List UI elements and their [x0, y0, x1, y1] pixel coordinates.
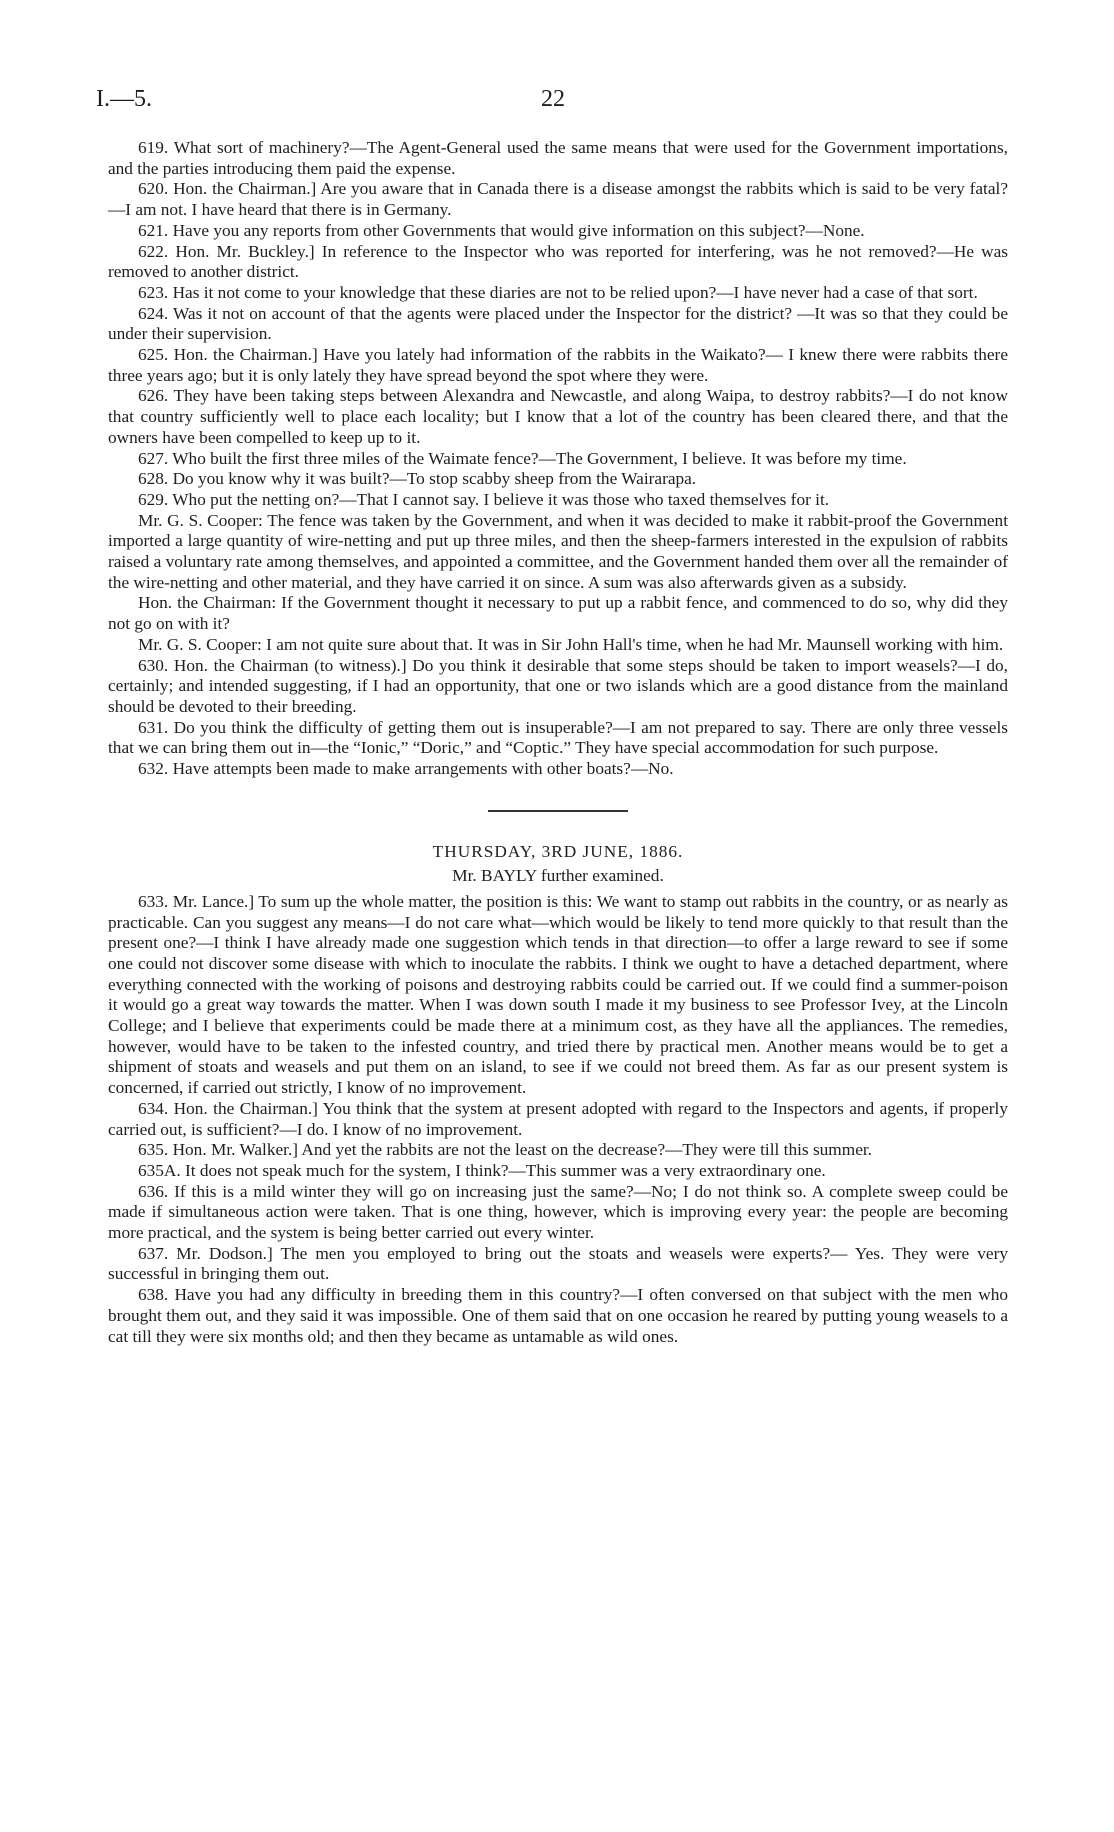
paragraph-620: 620. Hon. the Chairman.] Are you aware that in Canada there is a disease amongst the rabbits which is said to be very fatal?—I am not. I have heard that there is in Germany.: [108, 179, 1008, 220]
section-divider: [488, 810, 628, 812]
section-subtitle: Mr. BAYLY further examined.: [452, 865, 664, 885]
paragraph-635: 635. Hon. Mr. Walker.] And yet the rabbits are not the least on the decrease?—They were till this summer.: [138, 1140, 872, 1160]
page-number: 22: [541, 86, 565, 112]
paragraph-638: 638. Have you had any difficulty in breeding them in this country?—I often conversed on that subject with the men who brought them out, and they said it was impossible. One of them said that on one occasion he reared by putting young weasels to a cat till they were six months old; and then they became as untamable as wild ones.: [108, 1285, 1008, 1346]
section-date-heading: THURSDAY, 3RD JUNE, 1886.: [432, 841, 684, 861]
paragraph-626: 626. They have been taking steps between Alexandra and Newcastle, and along Waipa, to destroy rabbits?—I do not know that country sufficiently well to place each locality; but I know that a lot of the country has been cleared there, and that the owners have been compelled to keep up to it.: [108, 386, 1008, 447]
paragraph-634: 634. Hon. the Chairman.] You think that the system at present adopted with regard to the Inspectors and agents, if properly carried out, is sufficient?—I do. I know of no improvement.: [108, 1098, 1008, 1139]
paragraph-629: 629. Who put the netting on?—That I cannot say. I believe it was those who taxed themselves for it.: [138, 489, 830, 509]
paragraph-632: 632. Have attempts been made to make arrangements with other boats?—No.: [138, 759, 674, 779]
paragraph-625: 625. Hon. the Chairman.] Have you lately had information of the rabbits in the Waikato?— I knew there were rabbits there three years ago; but it is only lately they have spread beyond the spot where they were.: [108, 345, 1008, 385]
paragraph-637: 637. Mr. Dodson.] The men you employed to bring out the stoats and weasels were experts?— Yes. They were very successful in bringing them out.: [108, 1243, 1008, 1284]
document-reference: I.—5.: [96, 86, 152, 112]
paragraph-cooper-statement: Mr. G. S. Cooper: The fence was taken by the Government, and when it was decided to make it rabbit-proof the Government imported a large quantity of wire-netting and put up three miles, and then the sheep-farmers interested in the expulsion of rabbits raised a voluntary rate among themselves, and appointed a committee, and the Government handed them over all the remainder of the wire-netting and other material, and they have carried it on since. A sum was also afterwards given as a subsidy.: [108, 510, 1008, 592]
paragraph-633: 633. Mr. Lance.] To sum up the whole matter, the position is this: We want to stamp out rabbits in the country, or as nearly as practicable. Can you suggest any means—I do not care what—which would be likely to tend more quickly to that result than the present one?—I think I have already made one suggestion which tends in that direction—to offer a large reward to see if some one could not discover some disease with which to inoculate the rabbits. I think we ought to have a detached department, where everything connected with the working of poisons and destroying rabbits could be carried out. If we could find a summer-poison it would go a great way towards the matter. When I was down south I made it my business to see Professor Ivey, at the Lincoln College; and I believe that experiments could be made there at a minimum cost, as they have all the appliances. The remedies, however, would have to be taken to the infested country, and tried there by practical men. Another means would be to get a shipment of stoats and weasels and put them on an island, to see if we could not breed them. As far as our present system is concerned, if carried out strictly, I know of no improvement.: [108, 891, 1008, 1098]
paragraph-622: 622. Hon. Mr. Buckley.] In reference to the Inspector who was reported for interfering, was he not removed?—He was removed to another district.: [108, 241, 1008, 282]
paragraph-631: 631. Do you think the difficulty of getting them out is insuperable?—I am not prepared to say. There are only three vessels that we can bring them out in—the “Ionic,” “Doric,” and “Coptic.” They have special accommodation for such purpose.: [108, 717, 1008, 758]
document-body: [108, 138, 1008, 1347]
paragraph-619: 619. What sort of machinery?—The Agent-General used the same means that were used for the Government importations, and the parties introducing them paid the expense.: [108, 138, 1008, 178]
paragraph-636: 636. If this is a mild winter they will go on increasing just the same?—No; I do not think so. A complete sweep could be made if simultaneous action were taken. That is one thing, however, which is improving every year: the people are becoming more practical, and the system is being better carried out every winter.: [108, 1181, 1008, 1243]
paragraph-635a: 635A. It does not speak much for the system, I think?—This summer was a very extraordinary one.: [138, 1160, 826, 1180]
paragraph-624: 624. Was it not on account of that the agents were placed under the Inspector for the district? —It was so that they could be under their supervision.: [108, 303, 1008, 344]
paragraph-cooper-reply: Mr. G. S. Cooper: I am not quite sure about that. It was in Sir John Hall's time, when he had Mr. Maunsell working with him.: [138, 634, 1004, 654]
paragraph-623: 623. Has it not come to your knowledge that these diaries are not to be relied upon?—I have never had a case of that sort.: [138, 282, 978, 302]
paragraph-630: 630. Hon. the Chairman (to witness).] Do you think it desirable that some steps should be taken to import weasels?—I do, certainly; and intended suggesting, if I had an opportunity, that one or two islands which are a good distance from the mainland should be devoted to their breeding.: [108, 655, 1008, 716]
paragraph-628: 628. Do you know why it was built?—To stop scabby sheep from the Wairarapa.: [138, 469, 697, 489]
page-header: [96, 86, 1016, 116]
paragraph-chairman-question: Hon. the Chairman: If the Government thought it necessary to put up a rabbit fence, and commenced to do so, why did they not go on with it?: [108, 593, 1008, 634]
paragraph-627: 627. Who built the first three miles of the Waimate fence?—The Government, I believe. It was before my time.: [138, 448, 907, 468]
paragraph-621: 621. Have you any reports from other Governments that would give information on this subject?—None.: [138, 220, 865, 240]
